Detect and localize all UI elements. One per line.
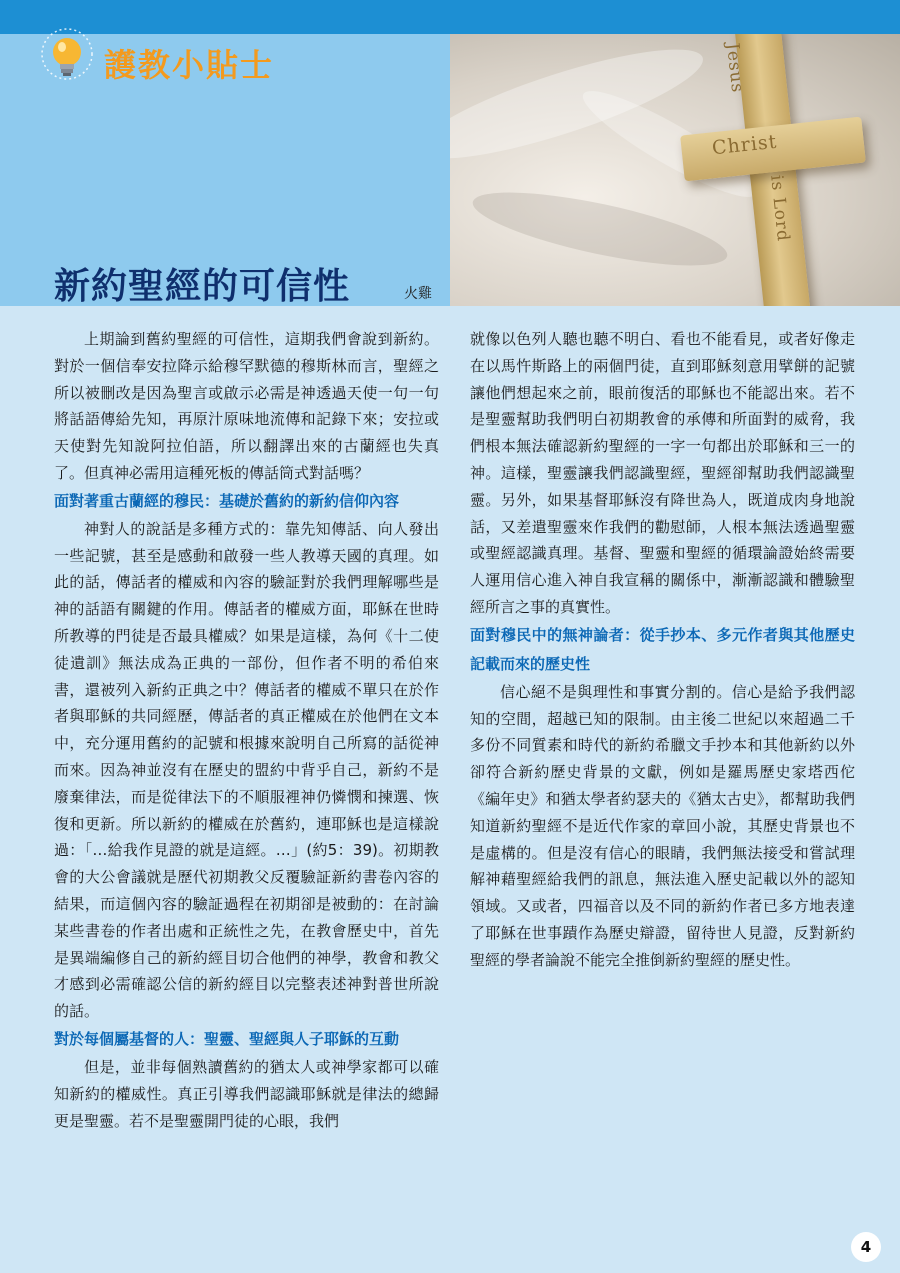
author-name: 火雞 [404, 286, 432, 302]
paragraph: 就像以色列人聽也聽不明白、看也不能看見，或者好像走在以馬忤斯路上的兩個門徒，直到耶穌刻意用擘餅的記號讓他們想起來之前，眼前復活的耶穌也不能認出來。若不是聖靈幫助我們明白初期教會的承傳和所面對的威脅，我們根本無法確認新約聖經的一字一句都出於耶穌和三一的神。這樣，聖靈讓我們認識聖經，聖經卻幫助我們認識聖靈。另外，如果基督耶穌沒有降世為人，既道成肉身地說話，又差遣聖靈來作我們的勸慰師，人根本無法透過聖靈或聖經認識真理。基督、聖靈和聖經的循環論證始終需要人運用信心進入神自我宣稱的關係中，漸漸認識和體驗聖經所言之事的真實性。 [470, 330, 855, 616]
left-column [54, 326, 439, 1134]
page-number: 4 [851, 1232, 881, 1262]
cross-text-jesus: Jesus [722, 42, 748, 95]
section-heading: 面對著重古蘭經的穆民：基礎於舊約的新約信仰內容 [54, 491, 400, 510]
cross-text-lord: is Lord [766, 174, 794, 243]
paragraph: 上期論到舊約聖經的可信性，這期我們會說到新約。對於一個信奉安拉降示給穆罕默德的穆斯林而言，聖經之所以被刪改是因為聖言或啟示必需是神透過天使一句一句將話語傳給先知，再原汁原味地流傳和記錄下來；安拉或天使對先知說阿拉伯語，所以翻譯出來的古蘭經也失真了。但真神必需用這種死板的傳話筒式對話嗎？ [54, 330, 439, 482]
paragraph: 信心絕不是與理性和事實分割的。信心是給予我們認知的空間，超越已知的限制。由主後二世紀以來超過二千多份不同質素和時代的新約希臘文手抄本和其他新約以外卻符合新約歷史背景的文獻，例如是羅馬歷史家塔西佗《編年史》和猶太學者約瑟夫的《猶太古史》，都幫助我們知道新約聖經不是近代作家的章回小說，其歷史背景也不是虛構的。但是沒有信心的眼睛，我們無法接受和嘗試理解神藉聖經給我們的訊息，無法進入歷史記載以外的認知領域。又或者，四福音以及不同的新約作者已多方地表達了耶穌在世事蹟作為歷史辯證，留待世人見證，反對新約聖經的學者論說不能完全推倒新約聖經的歷史性。 [470, 682, 855, 969]
cross-photo [450, 34, 900, 306]
lightbulb-icon [38, 28, 96, 86]
top-strip [0, 0, 900, 34]
section-heading: 面對穆民中的無神論者：從手抄本、多元作者與其他歷史記載而來的歷史性 [470, 625, 855, 673]
right-column [470, 326, 855, 974]
cross-text-christ: Christ [711, 130, 779, 160]
paragraph: 但是，並非每個熟讀舊約的猶太人或神學家都可以確知新約的權威性。真正引導我們認識耶穌就是律法的總歸更是聖靈。若不是聖靈開門徒的心眼，我們 [54, 1057, 439, 1130]
section-label: 護教小貼士 [104, 46, 275, 84]
section-heading: 對於每個屬基督的人：聖靈、聖經與人子耶穌的互動 [54, 1029, 400, 1048]
article-title: 新約聖經的可信性 [54, 266, 351, 307]
paragraph: 神對人的說話是多種方式的：靠先知傳話、向人發出一些記號，甚至是感動和啟發一些人教導天國的真理。如此的話，傳話者的權威和內容的驗証對於我們理解哪些是神的話語有關鍵的作用。傳話者的權威方面，耶穌在世時所教導的門徒是否最具權威？如果是這樣，為何《十二使徒遺訓》無法成為正典的一部份，但作者不明的希伯來書，還被列入新約正典之中？傳話者的權威不單只在於作者與耶穌的共同經歷，傳話者的真正權威在於他們在文本中，充分運用舊約的記號和根據來說明自己所寫的話從神而來。因為神並沒有在歷史的盟約中背乎自己，新約不是廢棄律法，而是從律法下的不順服裡神仍憐憫和揀選、恢復和更新。所以新約的權威在於舊約，連耶穌也是這樣說過：「…給我作見證的就是這經。…」(約5：39)。初期教會的大公會議就是歷代初期教父反覆驗証新約書卷內容的結果，而這個內容的驗証過程在初期卻是被動的：在討論某些書卷的作者出處和正統性之先，在教會歷史中，首先是異端編修自己的新約經目切合他們的神學，教會和教父才感到必需確認公信的新約經目以完整表述神對普世所說的話。 [54, 519, 439, 1021]
